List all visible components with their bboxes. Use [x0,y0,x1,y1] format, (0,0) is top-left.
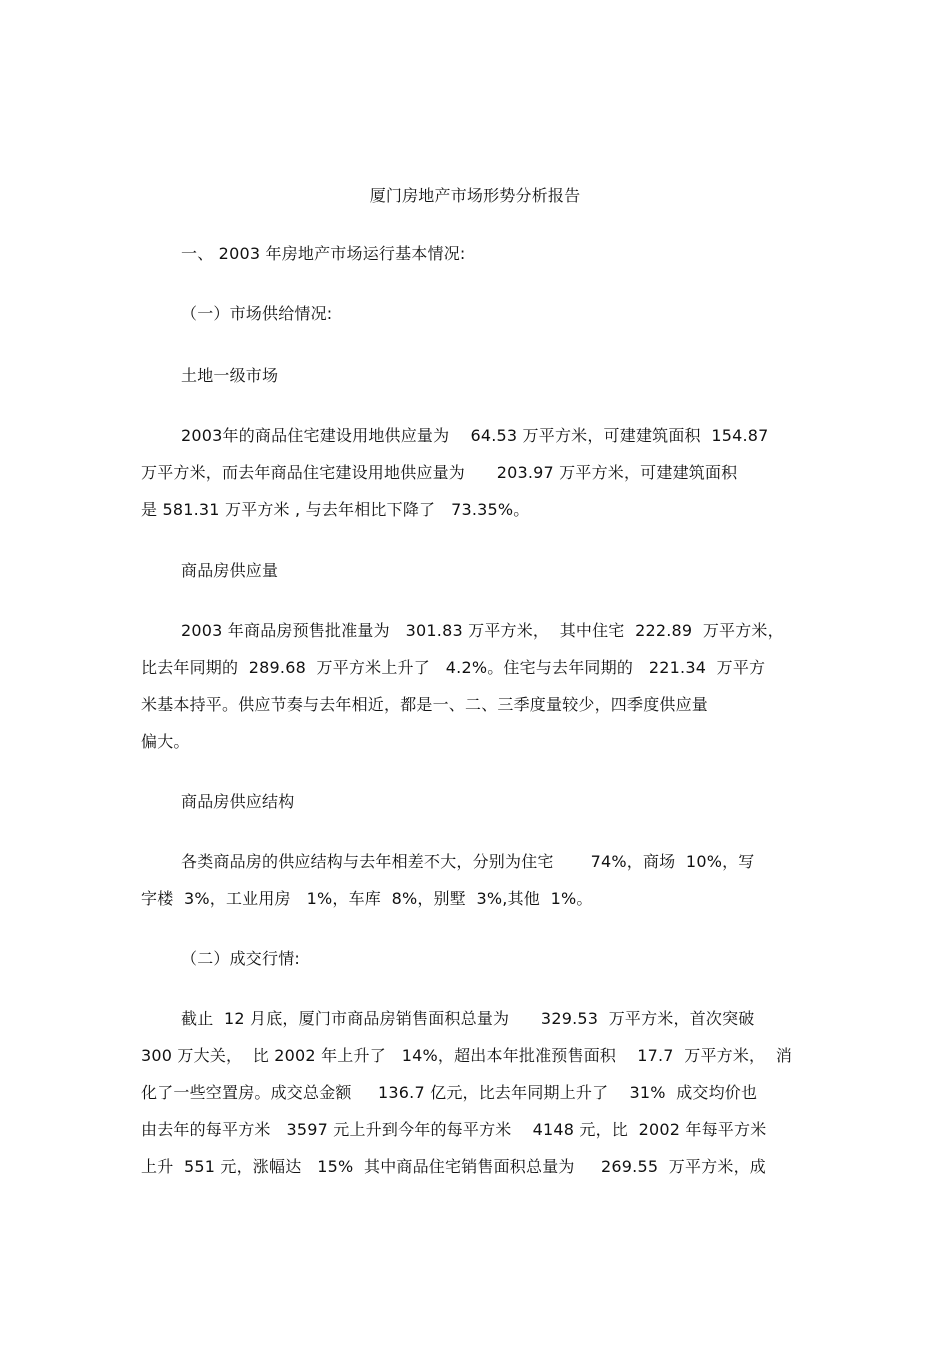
deal-paragraph-line: 截止 12 月底，厦门市商品房销售面积总量为 329.53 万平方米，首次突破 [181,1009,755,1028]
land-paragraph-line: 是 581.31 万平方米 , 与去年相比下降了 73.35%。 [141,500,530,519]
subsection-2-heading: （二）成交行情: [181,949,300,968]
topic-land-market: 土地一级市场 [181,366,279,385]
deal-paragraph-line: 化了一些空置房。成交总金额 136.7 亿元，比去年同期上升了 31% 成交均价也 [141,1083,758,1102]
topic-supply-volume: 商品房供应量 [181,561,279,580]
deal-paragraph-line: 300 万大关， 比 2002 年上升了 14%，超出本年批准预售面积 17.7 万平方米， 消 [141,1046,793,1065]
section-1-heading: 一、 2003 年房地产市场运行基本情况: [181,244,466,263]
land-paragraph-line: 2003年的商品住宅建设用地供应量为 64.53 万平方米，可建建筑面积 154.87 [181,426,769,445]
supply-paragraph-line: 米基本持平。供应节奏与去年相近，都是一、二、三季度量较少，四季度供应量 [141,695,709,714]
subsection-1-heading: （一）市场供给情况: [181,304,333,323]
deal-paragraph-line: 由去年的每平方米 3597 元上升到今年的每平方米 4148 元，比 2002 年每平方米 [141,1120,767,1139]
deal-paragraph-line: 上升 551 元，涨幅达 15% 其中商品住宅销售面积总量为 269.55 万平方米，成 [141,1157,766,1176]
structure-paragraph-line: 各类商品房的供应结构与去年相差不大，分别为住宅 74%，商场 10%，写 [181,852,755,871]
topic-supply-structure: 商品房供应结构 [181,792,295,811]
supply-paragraph-line: 比去年同期的 289.68 万平方米上升了 4.2%。住宅与去年同期的 221.34 万平方 [141,658,766,677]
supply-paragraph-line: 2003 年商品房预售批准量为 301.83 万平方米， 其中住宅 222.89 万平方米， [181,621,784,640]
supply-paragraph-line: 偏大。 [141,732,190,751]
structure-paragraph-line: 字楼 3%，工业用房 1%，车库 8%，别墅 3%,其他 1%。 [141,889,593,908]
document-title: 厦门房地产市场形势分析报告 [369,186,581,205]
land-paragraph-line: 万平方米，而去年商品住宅建设用地供应量为 203.97 万平方米，可建建筑面积 [141,463,738,482]
